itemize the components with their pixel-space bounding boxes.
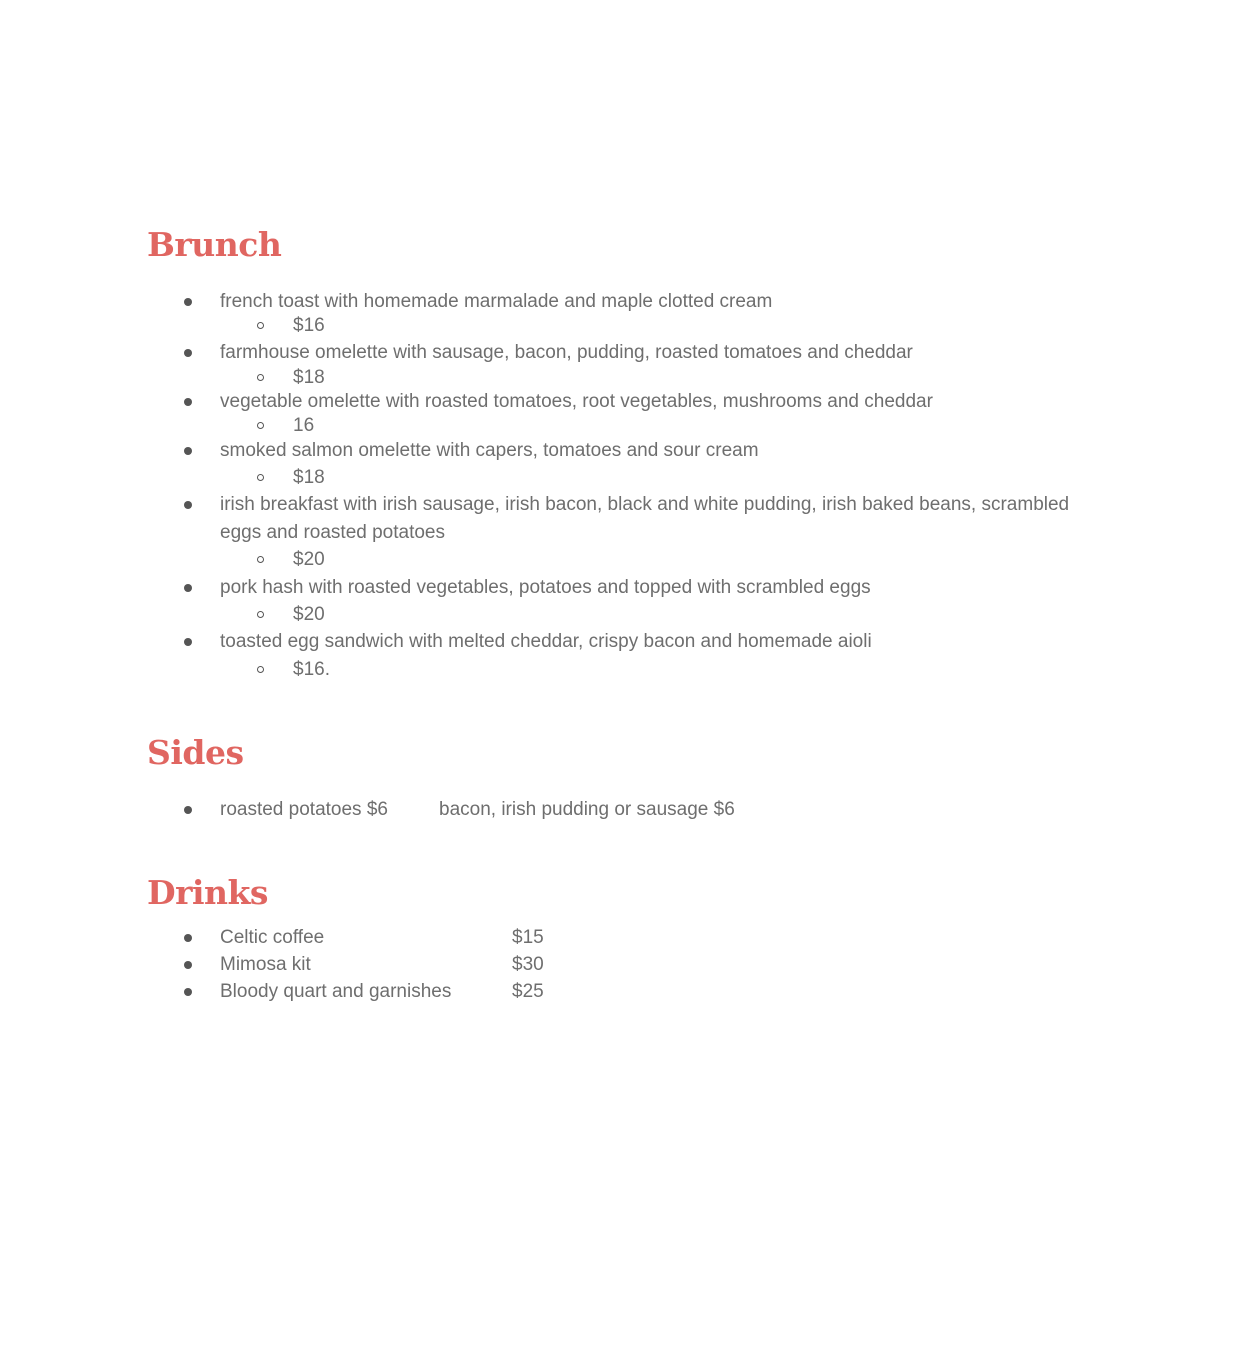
side-item-potatoes: roasted potatoes $6 — [220, 799, 388, 820]
brunch-item-price: $18 — [293, 367, 325, 388]
brunch-item-price: $16. — [293, 659, 330, 680]
brunch-item-price: $16 — [293, 315, 325, 336]
bullet-icon — [184, 988, 192, 996]
hollow-bullet-icon — [257, 556, 264, 563]
brunch-item-price: $18 — [293, 467, 325, 488]
bullet-icon — [184, 638, 192, 646]
brunch-item-name: french toast with homemade marmalade and maple clotted cream — [220, 291, 773, 312]
brunch-item-name: toasted egg sandwich with melted cheddar, crispy bacon and homemade aioli — [220, 631, 872, 652]
brunch-heading: Brunch — [147, 225, 282, 264]
drink-price: $15 — [512, 927, 544, 948]
brunch-item-name: smoked salmon omelette with capers, tomatoes and sour cream — [220, 440, 759, 461]
brunch-item-price: $20 — [293, 604, 325, 625]
hollow-bullet-icon — [257, 374, 264, 381]
bullet-icon — [184, 298, 192, 306]
drink-name: Mimosa kit — [220, 954, 311, 975]
brunch-item-price: 16 — [293, 415, 315, 436]
brunch-item-name: vegetable omelette with roasted tomatoes, root vegetables, mushrooms and cheddar — [220, 391, 933, 412]
bullet-icon — [184, 584, 192, 592]
hollow-bullet-icon — [257, 474, 264, 481]
brunch-item-name: irish breakfast with irish sausage, irish bacon, black and white pudding, irish baked beans, scrambled eggs and roasted potatoes — [220, 494, 1070, 543]
side-item-meats: bacon, irish pudding or sausage $6 — [439, 799, 735, 820]
bullet-icon — [184, 447, 192, 455]
hollow-bullet-icon — [257, 422, 264, 429]
drinks-heading: Drinks — [147, 873, 268, 912]
bullet-icon — [184, 349, 192, 357]
bullet-icon — [184, 806, 192, 814]
drink-price: $25 — [512, 981, 544, 1002]
brunch-item-name: pork hash with roasted vegetables, potatoes and topped with scrambled eggs — [220, 577, 871, 598]
hollow-bullet-icon — [257, 322, 264, 329]
drink-price: $30 — [512, 954, 544, 975]
hollow-bullet-icon — [257, 611, 264, 618]
bullet-icon — [184, 398, 192, 406]
brunch-item-name: farmhouse omelette with sausage, bacon, pudding, roasted tomatoes and cheddar — [220, 342, 913, 363]
bullet-icon — [184, 501, 192, 509]
drink-name: Bloody quart and garnishes — [220, 981, 452, 1002]
drink-name: Celtic coffee — [220, 927, 325, 948]
bullet-icon — [184, 934, 192, 942]
brunch-item-price: $20 — [293, 549, 325, 570]
sides-heading: Sides — [147, 733, 244, 772]
bullet-icon — [184, 961, 192, 969]
hollow-bullet-icon — [257, 666, 264, 673]
